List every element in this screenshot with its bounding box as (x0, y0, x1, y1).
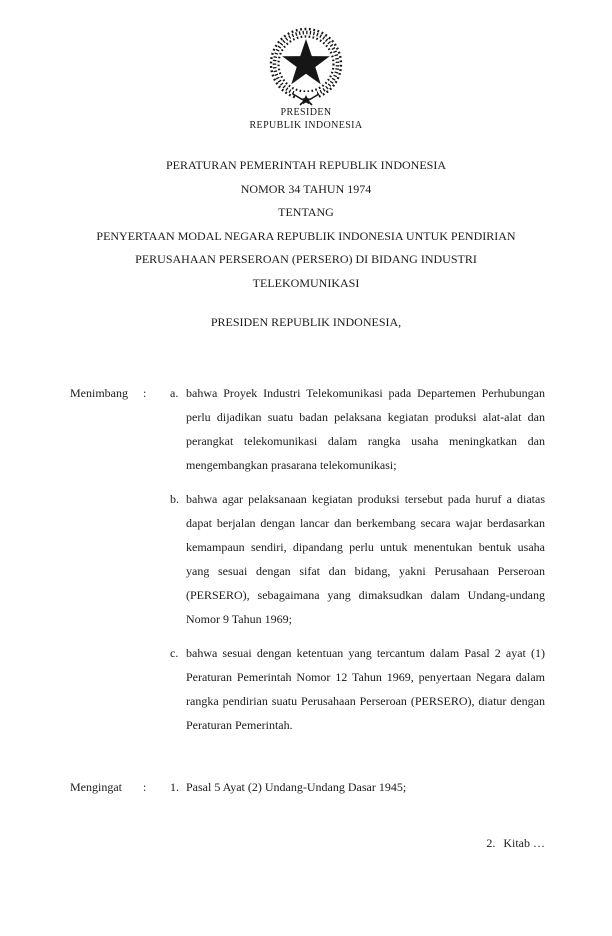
clause-label: Menimbang (70, 386, 128, 400)
clause-separator: : (143, 386, 147, 400)
star-wreath-emblem-icon (257, 26, 355, 106)
item-marker: a. (170, 386, 179, 400)
title-line: PERATURAN PEMERINTAH REPUBLIK INDONESIA (165, 158, 447, 172)
letterhead-republik-indonesia: REPUBLIK INDONESIA (249, 119, 363, 131)
document-body (0, 381, 612, 799)
title-line: PERUSAHAAN PERSEROAN (PERSERO) DI BIDANG INDUSTRI (135, 252, 477, 266)
letterhead-presiden: PRESIDEN (280, 107, 332, 118)
item-marker: 1. (170, 780, 179, 794)
catchword (0, 831, 612, 855)
title-line: TENTANG (278, 205, 334, 219)
clause-item-list (170, 381, 545, 737)
clause-mengingat (70, 775, 545, 799)
list-item (170, 487, 545, 631)
list-item (170, 775, 545, 799)
item-text: bahwa agar pelaksanaan kegiatan produksi tersebut pada huruf a diatas dapat berjalan dengan lancar dan berkembang secara wajar berdasarkan kemampaun sendiri, dipandang perlu untuk menentukan bentuk usaha yang sesuai dengan sifat dan bidang, yakni Perusahaan Perseroan (PERSERO), sebagaimana yang dimaksudkan dalam Undang-undang Nomor 9 Tahun 1969; (186, 492, 545, 626)
item-text: Pasal 5 Ayat (2) Undang-Undang Dasar 1945; (186, 780, 407, 794)
catchword-text: Kitab … (503, 836, 545, 850)
clause-item-list (170, 775, 545, 799)
clause-label: Mengingat (70, 780, 122, 794)
clause-separator: : (143, 780, 147, 794)
letterhead (0, 107, 612, 132)
list-item (170, 641, 545, 737)
item-marker: b. (170, 492, 179, 506)
title-line: PENYERTAAN MODAL NEGARA REPUBLIK INDONESIA UNTUK PENDIRIAN (96, 228, 516, 243)
list-item (170, 381, 545, 477)
item-text: bahwa Proyek Industri Telekomunikasi pada Departemen Perhubungan perlu dijadikan suatu badan pelaksana kegiatan produksi alat-alat dan perangkat telekomunikasi dalam rangka usaha meningkatkan dan mengembangkan prasarana telekomunikasi; (186, 386, 545, 472)
salutation: PRESIDEN REPUBLIK INDONESIA, (210, 315, 402, 329)
regulation-title (0, 154, 612, 295)
title-line: TELEKOMUNIKASI (252, 275, 360, 290)
clause-menimbang (70, 381, 545, 737)
catchword-marker: 2. (486, 836, 496, 850)
title-line: NOMOR 34 TAHUN 1974 (240, 181, 372, 196)
item-marker: c. (170, 646, 179, 660)
item-text: bahwa sesuai dengan ketentuan yang tercantum dalam Pasal 2 ayat (1) Peraturan Pemerintah Nomor 12 Tahun 1969, penyertaan Negara dalam rangka pendirian suatu Perusahaan Perseroan (PERSERO), diatur dengan Peraturan Pemerintah. (186, 646, 545, 732)
